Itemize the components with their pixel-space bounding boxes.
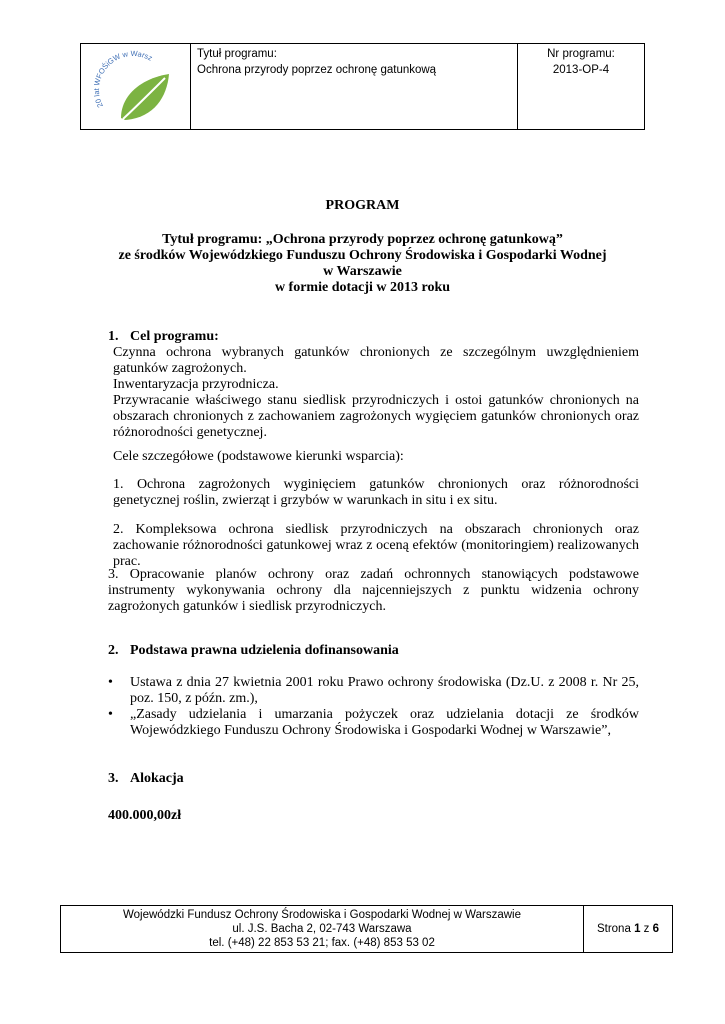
page-current: 1 bbox=[634, 923, 641, 935]
bullet-icon: • bbox=[108, 707, 113, 722]
program-title-cell bbox=[191, 44, 518, 129]
wfosigw-logo bbox=[81, 44, 191, 131]
allocation-amount: 400.000,00zł bbox=[108, 808, 182, 823]
footer-contact: tel. (+48) 22 853 53 21; fax. (+48) 853 53 02 bbox=[209, 937, 435, 949]
section-3-heading bbox=[108, 771, 184, 787]
legal-basis-text-2: „Zasady udzielania i umarzania pożyczek oraz udzielania dotacji ze środków Wojewódzkiego Funduszu Ochrony Środowiska i Gospodarki Wodnej w Warszawie”, bbox=[130, 707, 639, 738]
section-1-paragraph-3: Przywracanie właściwego stanu siedlisk przyrodniczych i ostoi gatunków chronionych na obszarach chronionych z zachowaniem zagrożonych wygięciem gatunków chronionych oraz różnorodności genetycznej. bbox=[113, 393, 639, 440]
program-number-label: Nr programu: bbox=[547, 48, 615, 60]
section-2-title: Podstawa prawna udzielenia dofinansowania bbox=[130, 643, 399, 658]
logo-arc-text: 20 lat WFOŚiGW w Warsz bbox=[91, 48, 154, 110]
specific-goal-2: 2. Kompleksowa ochrona siedlisk przyrodniczych na obszarach chronionych oraz zachowanie różnorodności gatunkowej wraz z oceną efektów (monitoringiem) realizowanych prac. bbox=[113, 522, 639, 569]
specific-goal-3: 3. Opracowanie planów ochrony oraz zadań ochronnych stanowiących podstawowe instrumenty wykonywania ochrony dla najcenniejszych z punktu widzenia ochrony zagrożonych gatunków i siedlisk przyrodniczych. bbox=[108, 567, 639, 614]
program-title-label: Tytuł programu: bbox=[197, 48, 277, 60]
legal-basis-item-2 bbox=[108, 707, 639, 739]
footer-address-cell bbox=[61, 906, 584, 952]
document-heading: PROGRAM bbox=[325, 198, 400, 213]
section-2-heading bbox=[108, 643, 399, 659]
section-1-title: Cel programu: bbox=[130, 329, 219, 344]
page-number-cell bbox=[584, 906, 672, 952]
document-subtitle-4: w formie dotacji w 2013 roku bbox=[274, 280, 451, 295]
section-3-number: 3. bbox=[108, 771, 119, 786]
legal-basis-text-1: Ustawa z dnia 27 kwietnia 2001 roku Prawo ochrony środowiska (Dz.U. z 2008 r. Nr 25, poz. 150, z późn. zm.), bbox=[130, 675, 639, 706]
section-1-paragraph-2: Inwentaryzacja przyrodnicza. bbox=[113, 377, 279, 392]
logo-cell bbox=[81, 44, 191, 129]
section-3-title: Alokacja bbox=[130, 771, 184, 786]
section-1-heading bbox=[108, 329, 219, 345]
program-number-cell bbox=[518, 44, 644, 129]
document-subtitle-3: w Warszawie bbox=[323, 264, 402, 279]
bullet-icon: • bbox=[108, 675, 113, 690]
legal-basis-item-1 bbox=[108, 675, 639, 707]
document-header-table bbox=[80, 43, 645, 130]
program-title-value: Ochrona przyrody poprzez ochronę gatunkową bbox=[197, 64, 437, 76]
footer-street: ul. J.S. Bacha 2, 02-743 Warszawa bbox=[232, 923, 412, 935]
section-1-number: 1. bbox=[108, 329, 119, 344]
section-1-paragraph-1: Czynna ochrona wybranych gatunków chronionych ze szczególnym uwzględnieniem gatunków zagrożonych. bbox=[113, 345, 639, 376]
program-number-value: 2013-OP-4 bbox=[552, 64, 610, 76]
page-total: 6 bbox=[652, 923, 660, 935]
specific-goal-1: 1. Ochrona zagrożonych wyginięciem gatunków chronionych oraz różnorodności genetycznej roślin, zwierząt i grzybów w warunkach in situ i ex situ. bbox=[113, 477, 639, 508]
section-1-paragraph-4: Cele szczegółowe (podstawowe kierunki wsparcia): bbox=[113, 449, 404, 464]
document-subtitle-2: ze środków Wojewódzkiego Funduszu Ochrony Środowiska i Gospodarki Wodnej bbox=[118, 248, 607, 263]
footer-org-name: Wojewódzki Fundusz Ochrony Środowiska i Gospodarki Wodnej w Warszawie bbox=[123, 909, 521, 921]
section-2-number: 2. bbox=[108, 643, 119, 658]
document-subtitle-1: Tytuł programu: „Ochrona przyrody poprzez ochronę gatunkową” bbox=[162, 232, 563, 247]
page-label: Strona bbox=[596, 923, 631, 935]
document-footer-table bbox=[60, 905, 673, 953]
page-of: z bbox=[643, 923, 650, 935]
